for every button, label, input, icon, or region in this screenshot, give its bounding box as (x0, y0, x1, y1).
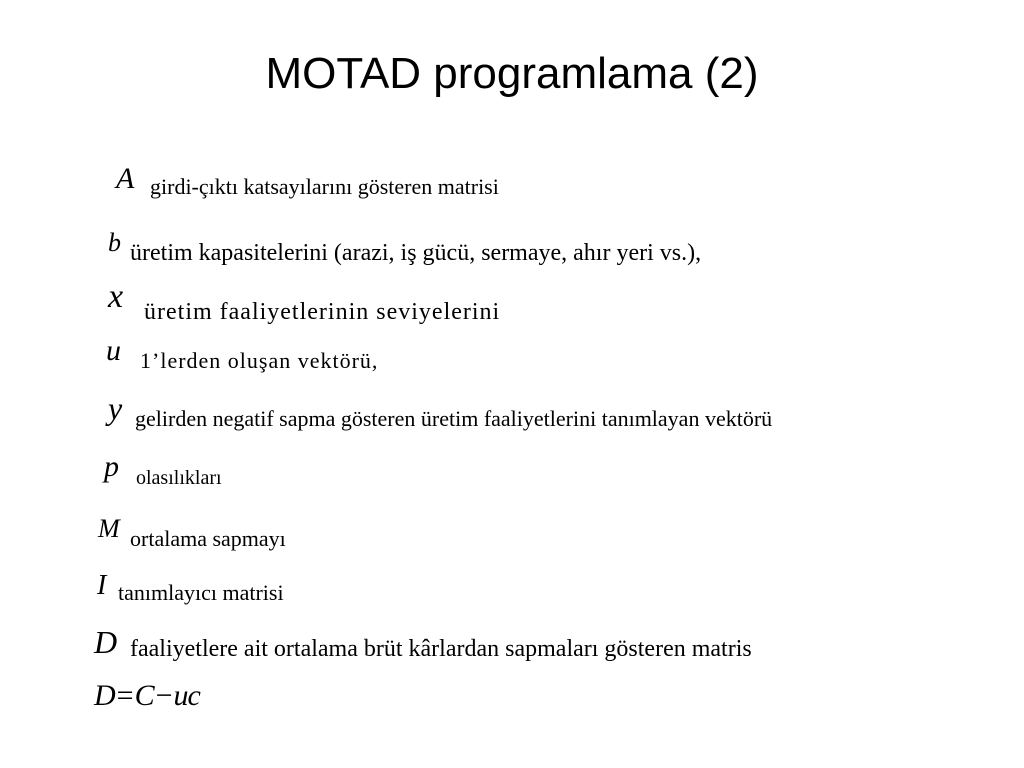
formula-lhs: D (94, 679, 115, 712)
slide-title: MOTAD programlama (2) (265, 49, 759, 98)
symbol-D: D (94, 624, 118, 660)
definition-p-text: olasılıkları (136, 467, 222, 489)
symbol-M: M (98, 514, 120, 543)
symbol-p: p (104, 450, 119, 483)
symbol-u: u (106, 334, 121, 367)
formula-uc: uc (173, 679, 200, 712)
definition-M-text: ortalama sapmayı (130, 526, 286, 551)
formula-minus: − (155, 679, 172, 712)
definition-I-text: tanımlayıcı matrisi (118, 580, 284, 605)
symbol-I: I (97, 570, 107, 601)
symbol-x: x (108, 278, 124, 315)
definition-D-text: faaliyetlere ait ortalama brüt kârlardan sapmaları gösteren matris (130, 636, 752, 662)
formula-D-equals-C-minus-uc (94, 678, 200, 714)
definition-x-text: üretim faaliyetlerinin seviyelerini (144, 299, 501, 325)
symbol-A: A (116, 162, 135, 195)
formula-c: C (134, 679, 154, 712)
definition-y-text: gelirden negatif sapma gösteren üretim faaliyetlerini tanımlayan vektörü (135, 406, 773, 431)
symbol-y: y (108, 390, 123, 426)
definition-u-text: 1’lerden oluşan vektörü, (140, 348, 379, 373)
definition-A-text: girdi-çıktı katsayılarını gösteren matrisi (150, 174, 499, 199)
symbol-b: b (108, 228, 121, 257)
formula-equals: = (116, 679, 133, 712)
definition-b-text: üretim kapasitelerini (arazi, iş gücü, sermaye, ahır yeri vs.), (130, 240, 702, 266)
